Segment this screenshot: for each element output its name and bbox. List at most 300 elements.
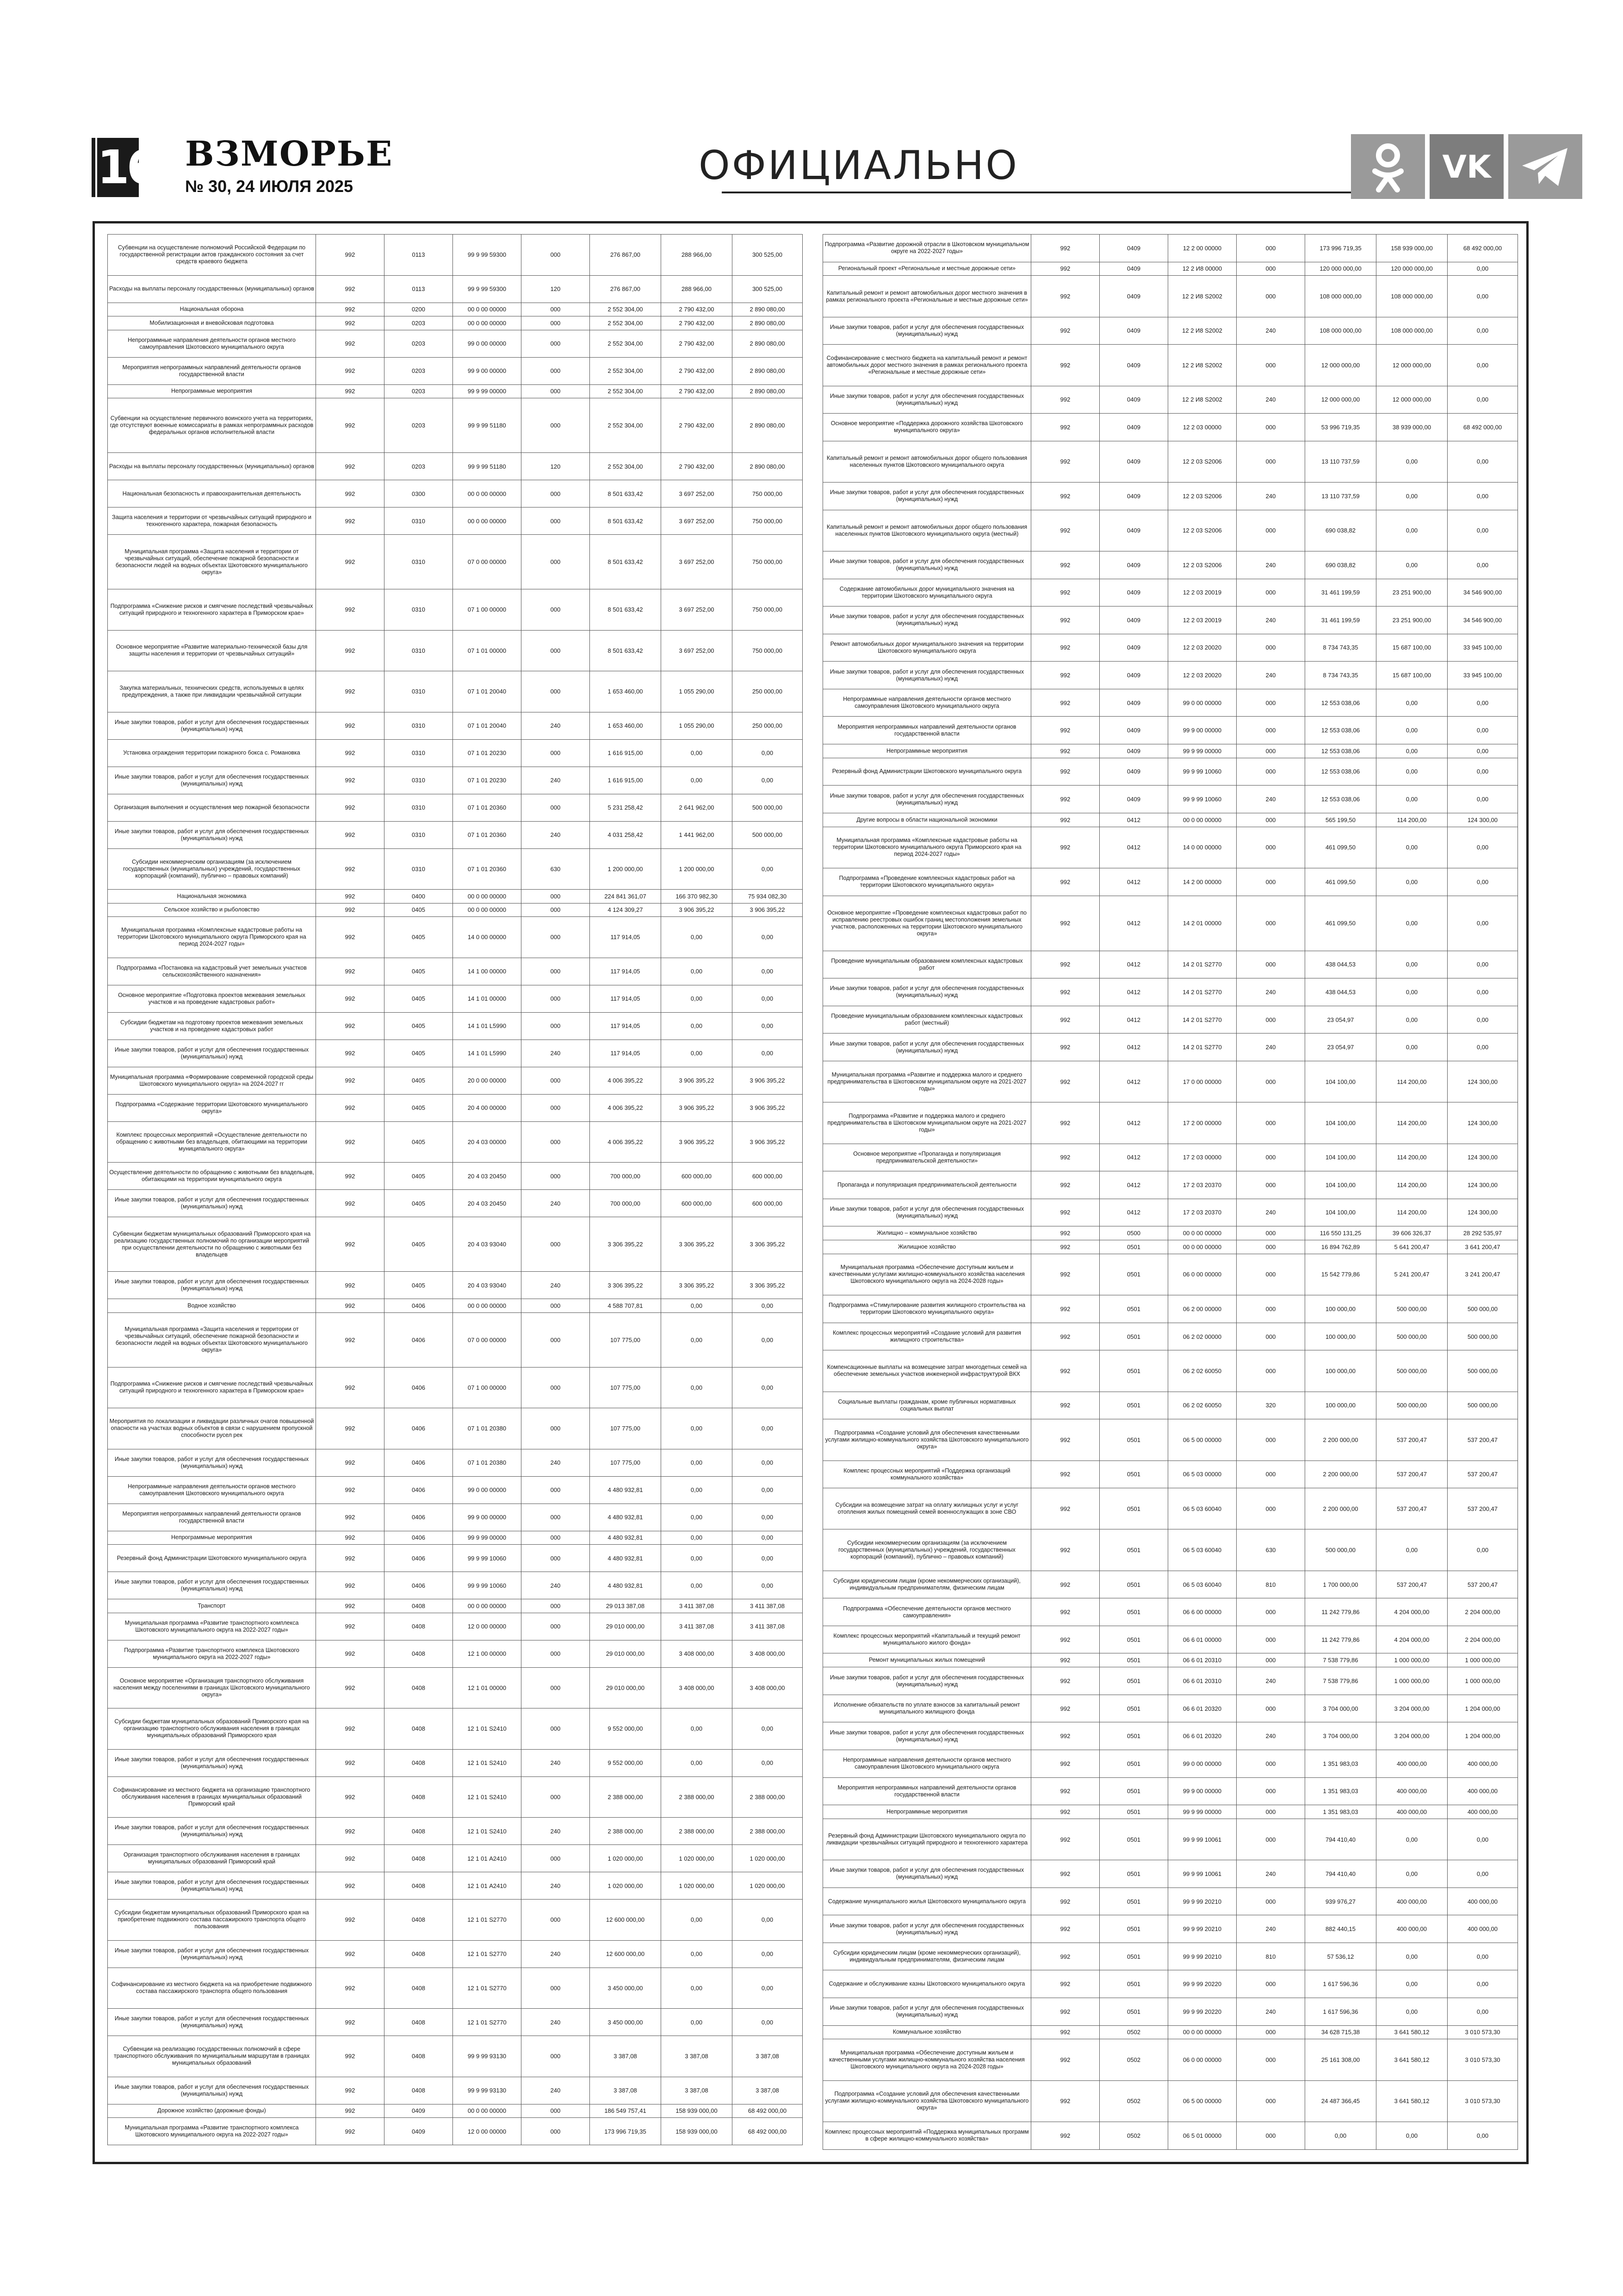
row-amount-2026: 1 441 962,00 [661, 821, 732, 848]
row-target-article: 12 2 03 S2006 [1168, 551, 1237, 579]
row-name: Ремонт муниципальных жилых помещений [823, 1653, 1031, 1667]
row-grbs: 992 [1031, 951, 1100, 978]
row-target-article: 17 2 03 20370 [1168, 1171, 1237, 1199]
row-amount-2027: 3 408 000,00 [732, 1667, 803, 1708]
row-name: Дорожное хозяйство (дорожные фонды) [108, 2104, 316, 2118]
table-row [823, 951, 1518, 978]
row-expense-type: 000 [1237, 1598, 1305, 1626]
row-expense-type: 240 [1237, 978, 1305, 1006]
row-expense-type: 000 [521, 1476, 590, 1504]
row-target-article: 12 1 01 S2770 [453, 1900, 521, 1941]
row-name: Мобилизационная и вневойсковая подготовка [108, 316, 316, 330]
table-row [108, 357, 803, 384]
row-target-article: 12 2 03 S2006 [1168, 483, 1237, 510]
table-row [823, 1323, 1518, 1350]
table-row [823, 1777, 1518, 1805]
row-expense-type: 240 [521, 1818, 590, 1845]
table-row [823, 606, 1518, 634]
row-section: 0501 [1100, 1915, 1168, 1943]
row-amount-2025: 12 553 038,06 [1305, 689, 1376, 717]
table-row [823, 1998, 1518, 2026]
row-amount-2025: 8 501 633,42 [590, 535, 661, 589]
row-amount-2025: 186 549 757,41 [590, 2104, 661, 2118]
row-grbs: 992 [1031, 1571, 1100, 1598]
row-section: 0405 [384, 1163, 453, 1190]
row-grbs: 992 [316, 2036, 384, 2077]
row-amount-2026: 3 906 395,22 [661, 903, 732, 917]
row-amount-2027: 2 388 000,00 [732, 1818, 803, 1845]
row-target-article: 17 2 03 00000 [1168, 1144, 1237, 1171]
row-amount-2026: 400 000,00 [1376, 1915, 1448, 1943]
row-amount-2027: 0,00 [732, 1968, 803, 2009]
row-name: Содержание муниципального жилья Шкотовского муниципального округа [823, 1888, 1031, 1915]
row-section: 0405 [384, 1272, 453, 1299]
row-expense-type: 000 [1237, 2122, 1305, 2150]
row-name: Муниципальная программа «Комплексные кадастровые работы на территории Шкотовского муниципального округа Приморского края на период 2024-2027 годы» [823, 827, 1031, 868]
row-amount-2026: 1 000 000,00 [1376, 1653, 1448, 1667]
row-section: 0408 [384, 1599, 453, 1613]
row-amount-2026: 3 411 387,08 [661, 1599, 732, 1613]
row-section: 0409 [1100, 758, 1168, 786]
row-target-article: 14 2 01 S2770 [1168, 1034, 1237, 1061]
row-amount-2026: 3 697 252,00 [661, 480, 732, 507]
row-grbs: 992 [316, 1272, 384, 1299]
row-amount-2027: 3 906 395,22 [732, 1121, 803, 1163]
row-name: Субсидии на возмещение затрат на оплату жилищных услуг и услуг отопления жилых помещений семей военнослужащих в зоне СВО [823, 1488, 1031, 1529]
row-amount-2026: 3 306 395,22 [661, 1217, 732, 1272]
row-amount-2026: 3 306 395,22 [661, 1272, 732, 1299]
row-section: 0501 [1100, 1598, 1168, 1626]
table-row [823, 827, 1518, 868]
table-row [823, 1061, 1518, 1102]
table-row [108, 1367, 803, 1408]
row-section: 0405 [384, 1217, 453, 1272]
row-amount-2027: 0,00 [1448, 717, 1518, 744]
row-amount-2025: 2 552 304,00 [590, 303, 661, 316]
row-grbs: 992 [1031, 689, 1100, 717]
row-amount-2025: 57 536,12 [1305, 1943, 1376, 1970]
table-row [823, 1199, 1518, 1226]
table-row [108, 589, 803, 631]
row-amount-2027: 0,00 [1448, 868, 1518, 896]
row-name: Основное мероприятие «Пропаганда и популяризация предпринимательской деятельности» [823, 1144, 1031, 1171]
row-section: 0405 [384, 917, 453, 958]
row-name: Мероприятия непрограммных направлений деятельности органов государственной власти [108, 357, 316, 384]
row-grbs: 992 [316, 1900, 384, 1941]
row-amount-2026: 0,00 [661, 1572, 732, 1599]
row-expense-type: 000 [521, 1312, 590, 1367]
row-expense-type: 000 [1237, 262, 1305, 276]
row-amount-2025: 4 006 395,22 [590, 1121, 661, 1163]
row-amount-2025: 1 617 596,36 [1305, 1998, 1376, 2026]
row-expense-type: 000 [1237, 1750, 1305, 1777]
row-amount-2026: 1 200 000,00 [661, 848, 732, 890]
row-grbs: 992 [316, 1818, 384, 1845]
row-amount-2027: 0,00 [1448, 262, 1518, 276]
row-expense-type: 000 [1237, 1006, 1305, 1034]
row-amount-2027: 68 492 000,00 [732, 2118, 803, 2145]
row-target-article: 99 9 99 20210 [1168, 1915, 1237, 1943]
table-row [823, 1695, 1518, 1722]
row-expense-type: 000 [521, 903, 590, 917]
row-amount-2026: 400 000,00 [1376, 1805, 1448, 1819]
row-name: Софинансирование из местного бюджета на организацию транспортного обслуживания населения в границах муниципальных образований Приморский край [108, 1776, 316, 1818]
row-section: 0409 [1100, 717, 1168, 744]
row-expense-type: 630 [1237, 1529, 1305, 1571]
row-amount-2026: 3 906 395,22 [661, 1094, 732, 1121]
row-amount-2027: 400 000,00 [1448, 1915, 1518, 1943]
row-name: Иные закупки товаров, работ и услуг для обеспечения государственных (муниципальных) нужд [108, 767, 316, 794]
row-section: 0409 [1100, 662, 1168, 689]
row-expense-type: 000 [521, 890, 590, 904]
row-amount-2027: 124 300,00 [1448, 1061, 1518, 1102]
row-expense-type: 000 [521, 2036, 590, 2077]
row-target-article: 99 9 99 59300 [453, 275, 521, 303]
row-name: Непрограммные мероприятия [108, 384, 316, 398]
row-name: Муниципальная программа «Развитие и поддержка малого и среднего предпринимательства в Шкотовском муниципальном округе на 2021-2027 годы» [823, 1061, 1031, 1102]
row-grbs: 992 [316, 303, 384, 316]
row-amount-2025: 565 199,50 [1305, 813, 1376, 827]
table-row [823, 276, 1518, 317]
row-grbs: 992 [316, 2009, 384, 2036]
row-section: 0409 [1100, 441, 1168, 482]
table-row [823, 689, 1518, 717]
row-target-article: 06 2 02 00000 [1168, 1323, 1237, 1350]
row-grbs: 992 [1031, 1805, 1100, 1819]
row-name: Муниципальная программа «Комплексные кадастровые работы на территории Шкотовского муниципального округа Приморского края на период 2024-2027 годы» [108, 917, 316, 958]
row-grbs: 992 [316, 1968, 384, 2009]
row-expense-type: 240 [1237, 786, 1305, 813]
row-amount-2026: 0,00 [1376, 868, 1448, 896]
row-name: Пропаганда и популяризация предпринимательской деятельности [823, 1171, 1031, 1199]
row-amount-2027: 400 000,00 [1448, 1888, 1518, 1915]
row-amount-2025: 104 100,00 [1305, 1102, 1376, 1144]
table-row [108, 1776, 803, 1818]
row-name: Иные закупки товаров, работ и услуг для обеспечения государственных (муниципальных) нужд [823, 386, 1031, 414]
row-grbs: 992 [1031, 1777, 1100, 1805]
row-amount-2027: 1 000 000,00 [1448, 1653, 1518, 1667]
row-section: 0412 [1100, 1102, 1168, 1144]
row-name: Муниципальная программа «Развитие транспортного комплекса Шкотовского муниципального округа на 2022-2027 годы» [108, 2118, 316, 2145]
row-name: Подпрограмма «Снижение рисков и смягчение последствий чрезвычайных ситуаций природного и техногенного характера в Приморском крае» [108, 1367, 316, 1408]
table-row [823, 483, 1518, 510]
row-amount-2026: 0,00 [1376, 1998, 1448, 2026]
table-row [823, 758, 1518, 786]
row-amount-2025: 4 588 707,81 [590, 1299, 661, 1313]
row-section: 0412 [1100, 868, 1168, 896]
row-expense-type: 000 [1237, 579, 1305, 606]
table-row [823, 1350, 1518, 1392]
row-expense-type: 000 [521, 985, 590, 1012]
row-amount-2025: 438 044,53 [1305, 951, 1376, 978]
row-expense-type: 000 [1237, 1970, 1305, 1998]
row-grbs: 992 [1031, 2039, 1100, 2080]
row-amount-2025: 1 351 983,03 [1305, 1750, 1376, 1777]
row-amount-2027: 2 890 080,00 [732, 303, 803, 316]
row-grbs: 992 [316, 330, 384, 357]
row-target-article: 99 9 00 00000 [1168, 1777, 1237, 1805]
row-expense-type: 000 [1237, 1254, 1305, 1295]
row-section: 0412 [1100, 813, 1168, 827]
row-section: 0405 [384, 1094, 453, 1121]
row-target-article: 00 0 00 00000 [453, 1299, 521, 1313]
table-row [823, 510, 1518, 551]
row-expense-type: 000 [1237, 1777, 1305, 1805]
row-amount-2027: 750 000,00 [732, 535, 803, 589]
row-amount-2026: 3 697 252,00 [661, 507, 732, 535]
table-row [823, 1888, 1518, 1915]
row-target-article: 07 1 01 20040 [453, 712, 521, 739]
row-name: Иные закупки товаров, работ и услуг для обеспечения государственных (муниципальных) нужд [823, 1667, 1031, 1695]
row-grbs: 992 [316, 2077, 384, 2104]
row-amount-2025: 23 054,97 [1305, 1034, 1376, 1061]
row-grbs: 992 [1031, 1888, 1100, 1915]
row-grbs: 992 [1031, 896, 1100, 951]
row-section: 0501 [1100, 1970, 1168, 1998]
row-target-article: 14 2 01 S2770 [1168, 1006, 1237, 1034]
table-row [823, 1295, 1518, 1323]
row-amount-2027: 0,00 [1448, 1819, 1518, 1860]
row-amount-2025: 438 044,53 [1305, 978, 1376, 1006]
row-amount-2026: 3 906 395,22 [661, 1067, 732, 1094]
row-name: Сельское хозяйство и рыболовство [108, 903, 316, 917]
table-row [108, 2036, 803, 2077]
row-section: 0310 [384, 712, 453, 739]
row-grbs: 992 [1031, 1998, 1100, 2026]
row-section: 0412 [1100, 1199, 1168, 1226]
row-grbs: 992 [1031, 2080, 1100, 2122]
table-row [823, 1034, 1518, 1061]
row-amount-2026: 4 204 000,00 [1376, 1626, 1448, 1653]
table-row [108, 671, 803, 712]
table-row [823, 262, 1518, 276]
row-name: Капитальный ремонт и ремонт автомобильных дорог местного значения в рамках регионального проекта «Региональные и местные дорожные сети» [823, 276, 1031, 317]
row-amount-2027: 3 306 395,22 [732, 1272, 803, 1299]
row-amount-2026: 158 939 000,00 [661, 2104, 732, 2118]
row-section: 0501 [1100, 1254, 1168, 1295]
row-target-article: 12 1 01 А2410 [453, 1845, 521, 1872]
row-expense-type: 000 [521, 1640, 590, 1667]
row-amount-2026: 3 906 395,22 [661, 1121, 732, 1163]
table-row [108, 507, 803, 535]
row-target-article: 14 2 01 S2770 [1168, 951, 1237, 978]
row-amount-2025: 4 006 395,22 [590, 1094, 661, 1121]
row-amount-2026: 0,00 [661, 1940, 732, 1968]
row-target-article: 07 1 01 20360 [453, 821, 521, 848]
row-amount-2025: 117 914,05 [590, 1012, 661, 1040]
table-row [108, 1449, 803, 1476]
row-amount-2026: 500 000,00 [1376, 1295, 1448, 1323]
row-amount-2027: 2 388 000,00 [732, 1776, 803, 1818]
row-amount-2025: 794 410,40 [1305, 1819, 1376, 1860]
row-grbs: 992 [1031, 1750, 1100, 1777]
row-target-article: 20 4 00 00000 [453, 1094, 521, 1121]
table-row [823, 579, 1518, 606]
row-name: Иные закупки товаров, работ и услуг для обеспечения государственных (муниципальных) нужд [823, 1722, 1031, 1750]
row-amount-2025: 100 000,00 [1305, 1323, 1376, 1350]
row-amount-2027: 0,00 [732, 1367, 803, 1408]
row-amount-2027: 124 300,00 [1448, 1102, 1518, 1144]
row-section: 0405 [384, 1121, 453, 1163]
row-expense-type: 000 [521, 1217, 590, 1272]
row-name: Непрограммные направления деятельности органов местного самоуправления Шкотовского муниципального округа [823, 689, 1031, 717]
row-name: Национальная оборона [108, 303, 316, 316]
row-amount-2027: 0,00 [732, 985, 803, 1012]
row-grbs: 992 [1031, 1240, 1100, 1254]
row-grbs: 992 [316, 1067, 384, 1094]
row-section: 0113 [384, 235, 453, 276]
row-target-article: 99 9 99 51180 [453, 398, 521, 453]
row-grbs: 992 [316, 1449, 384, 1476]
row-amount-2025: 7 538 779,86 [1305, 1653, 1376, 1667]
row-grbs: 992 [316, 1312, 384, 1367]
row-name: Муниципальная программа «Обеспечение доступным жильем и качественными услугами жилищно-коммунального хозяйства населения Шкотовского муниципального округа на 2024-2028 годы» [823, 2039, 1031, 2080]
row-target-article: 99 9 99 10061 [1168, 1860, 1237, 1888]
row-name: Иные закупки товаров, работ и услуг для обеспечения государственных (муниципальных) нужд [108, 1872, 316, 1900]
row-section: 0412 [1100, 978, 1168, 1006]
row-amount-2026: 288 966,00 [661, 235, 732, 276]
row-amount-2025: 3 450 000,00 [590, 2009, 661, 2036]
row-name: Субвенции бюджетам муниципальных образований Приморского края на реализацию государственных полномочий по организации мероприятий при осуществлении деятельности по обращению с животными без владельцев [108, 1217, 316, 1272]
row-grbs: 992 [316, 1749, 384, 1776]
row-amount-2026: 0,00 [1376, 1860, 1448, 1888]
row-amount-2027: 0,00 [732, 1940, 803, 1968]
row-expense-type: 240 [1237, 1034, 1305, 1061]
row-name: Национальная безопасность и правоохранительная деятельность [108, 480, 316, 507]
row-grbs: 992 [1031, 1970, 1100, 1998]
row-section: 0310 [384, 630, 453, 671]
row-name: Организация выполнения и осуществления мер пожарной безопасности [108, 794, 316, 821]
row-target-article: 12 2 03 20020 [1168, 634, 1237, 662]
row-section: 0409 [384, 2118, 453, 2145]
row-amount-2025: 107 775,00 [590, 1367, 661, 1408]
table-row [823, 1144, 1518, 1171]
row-amount-2026: 0,00 [661, 2009, 732, 2036]
row-name: Другие вопросы в области национальной экономики [823, 813, 1031, 827]
row-amount-2027: 0,00 [732, 1040, 803, 1067]
row-grbs: 992 [1031, 606, 1100, 634]
row-amount-2026: 3 641 580,12 [1376, 2025, 1448, 2039]
row-grbs: 992 [1031, 1006, 1100, 1034]
row-amount-2025: 8 734 743,35 [1305, 634, 1376, 662]
row-section: 0501 [1100, 1819, 1168, 1860]
row-target-article: 99 9 99 00000 [453, 384, 521, 398]
row-amount-2025: 461 099,50 [1305, 896, 1376, 951]
row-amount-2025: 9 552 000,00 [590, 1749, 661, 1776]
row-target-article: 99 9 99 10061 [1168, 1819, 1237, 1860]
row-target-article: 99 9 99 00000 [453, 1531, 521, 1545]
odnoklassniki-icon[interactable] [1351, 134, 1425, 199]
row-name: Субсидии юридическим лицам (кроме некоммерческих организаций), индивидуальным предпринимателям, физическим лицам [823, 1571, 1031, 1598]
row-expense-type: 000 [1237, 1240, 1305, 1254]
row-amount-2025: 29 010 000,00 [590, 1640, 661, 1667]
row-amount-2025: 1 617 596,36 [1305, 1970, 1376, 1998]
row-amount-2025: 117 914,05 [590, 958, 661, 985]
row-name: Иные закупки товаров, работ и услуг для обеспечения государственных (муниципальных) нужд [823, 978, 1031, 1006]
row-expense-type: 120 [521, 275, 590, 303]
row-target-article: 14 0 00 00000 [453, 917, 521, 958]
table-row [108, 1012, 803, 1040]
row-expense-type: 240 [521, 2077, 590, 2104]
row-expense-type: 000 [521, 1968, 590, 2009]
row-amount-2027: 0,00 [1448, 1529, 1518, 1571]
row-grbs: 992 [316, 958, 384, 985]
row-amount-2025: 2 552 304,00 [590, 330, 661, 357]
table-row [823, 1750, 1518, 1777]
row-target-article: 12 1 01 S2410 [453, 1749, 521, 1776]
row-amount-2025: 3 704 000,00 [1305, 1695, 1376, 1722]
table-row [823, 662, 1518, 689]
row-grbs: 992 [316, 712, 384, 739]
row-amount-2027: 250 000,00 [732, 712, 803, 739]
row-amount-2025: 116 550 131,25 [1305, 1226, 1376, 1240]
row-expense-type: 000 [1237, 689, 1305, 717]
row-grbs: 992 [1031, 662, 1100, 689]
row-grbs: 992 [316, 1531, 384, 1545]
budget-table-right [823, 234, 1518, 2150]
row-grbs: 992 [1031, 262, 1100, 276]
table-row [108, 480, 803, 507]
row-amount-2025: 4 480 932,81 [590, 1504, 661, 1531]
row-expense-type: 000 [521, 235, 590, 276]
table-row [823, 744, 1518, 758]
row-expense-type: 000 [521, 1163, 590, 1190]
row-name: Муниципальная программа «Защита населения и территории от чрезвычайных ситуаций, обеспечение пожарной безопасности и безопасности людей на водных объектах Шкотовского муниципального округа» [108, 535, 316, 589]
row-amount-2027: 124 300,00 [1448, 813, 1518, 827]
row-expense-type: 000 [1237, 2039, 1305, 2080]
row-expense-type: 000 [1237, 1695, 1305, 1722]
row-expense-type: 000 [521, 1613, 590, 1640]
row-amount-2025: 2 552 304,00 [590, 316, 661, 330]
row-amount-2026: 0,00 [661, 985, 732, 1012]
row-section: 0409 [1100, 276, 1168, 317]
row-target-article: 07 1 01 20380 [453, 1449, 521, 1476]
row-amount-2027: 0,00 [1448, 345, 1518, 386]
row-amount-2027: 33 945 100,00 [1448, 634, 1518, 662]
row-section: 0409 [1100, 317, 1168, 345]
row-target-article: 99 0 00 00000 [1168, 689, 1237, 717]
table-row [108, 1217, 803, 1272]
row-name: Закупка материальных, технических средств, используемых в целях предупреждения, а также при ликвидации чрезвычайной ситуации [108, 671, 316, 712]
row-section: 0405 [384, 1067, 453, 1094]
row-amount-2026: 0,00 [661, 1449, 732, 1476]
row-amount-2026: 2 790 432,00 [661, 398, 732, 453]
row-grbs: 992 [316, 739, 384, 767]
row-amount-2025: 3 387,08 [590, 2036, 661, 2077]
row-section: 0501 [1100, 1626, 1168, 1653]
row-amount-2027: 0,00 [1448, 2122, 1518, 2150]
row-expense-type: 240 [521, 2009, 590, 2036]
row-amount-2027: 0,00 [732, 958, 803, 985]
row-target-article: 07 1 01 20360 [453, 794, 521, 821]
row-grbs: 992 [316, 1040, 384, 1067]
table-row [823, 1488, 1518, 1529]
row-section: 0203 [384, 316, 453, 330]
vk-icon[interactable] [1430, 134, 1504, 199]
row-name: Иные закупки товаров, работ и услуг для обеспечения государственных (муниципальных) нужд [108, 1449, 316, 1476]
row-amount-2027: 75 934 082,30 [732, 890, 803, 904]
row-name: Иные закупки товаров, работ и услуг для обеспечения государственных (муниципальных) нужд [823, 786, 1031, 813]
row-section: 0203 [384, 384, 453, 398]
table-row [108, 1476, 803, 1504]
row-amount-2027: 2 890 080,00 [732, 398, 803, 453]
row-name: Жилищно – коммунальное хозяйство [823, 1226, 1031, 1240]
row-amount-2027: 0,00 [732, 2009, 803, 2036]
row-amount-2026: 537 200,47 [1376, 1461, 1448, 1488]
telegram-icon[interactable] [1508, 134, 1582, 199]
row-amount-2025: 4 480 932,81 [590, 1531, 661, 1545]
row-amount-2026: 2 641 962,00 [661, 794, 732, 821]
